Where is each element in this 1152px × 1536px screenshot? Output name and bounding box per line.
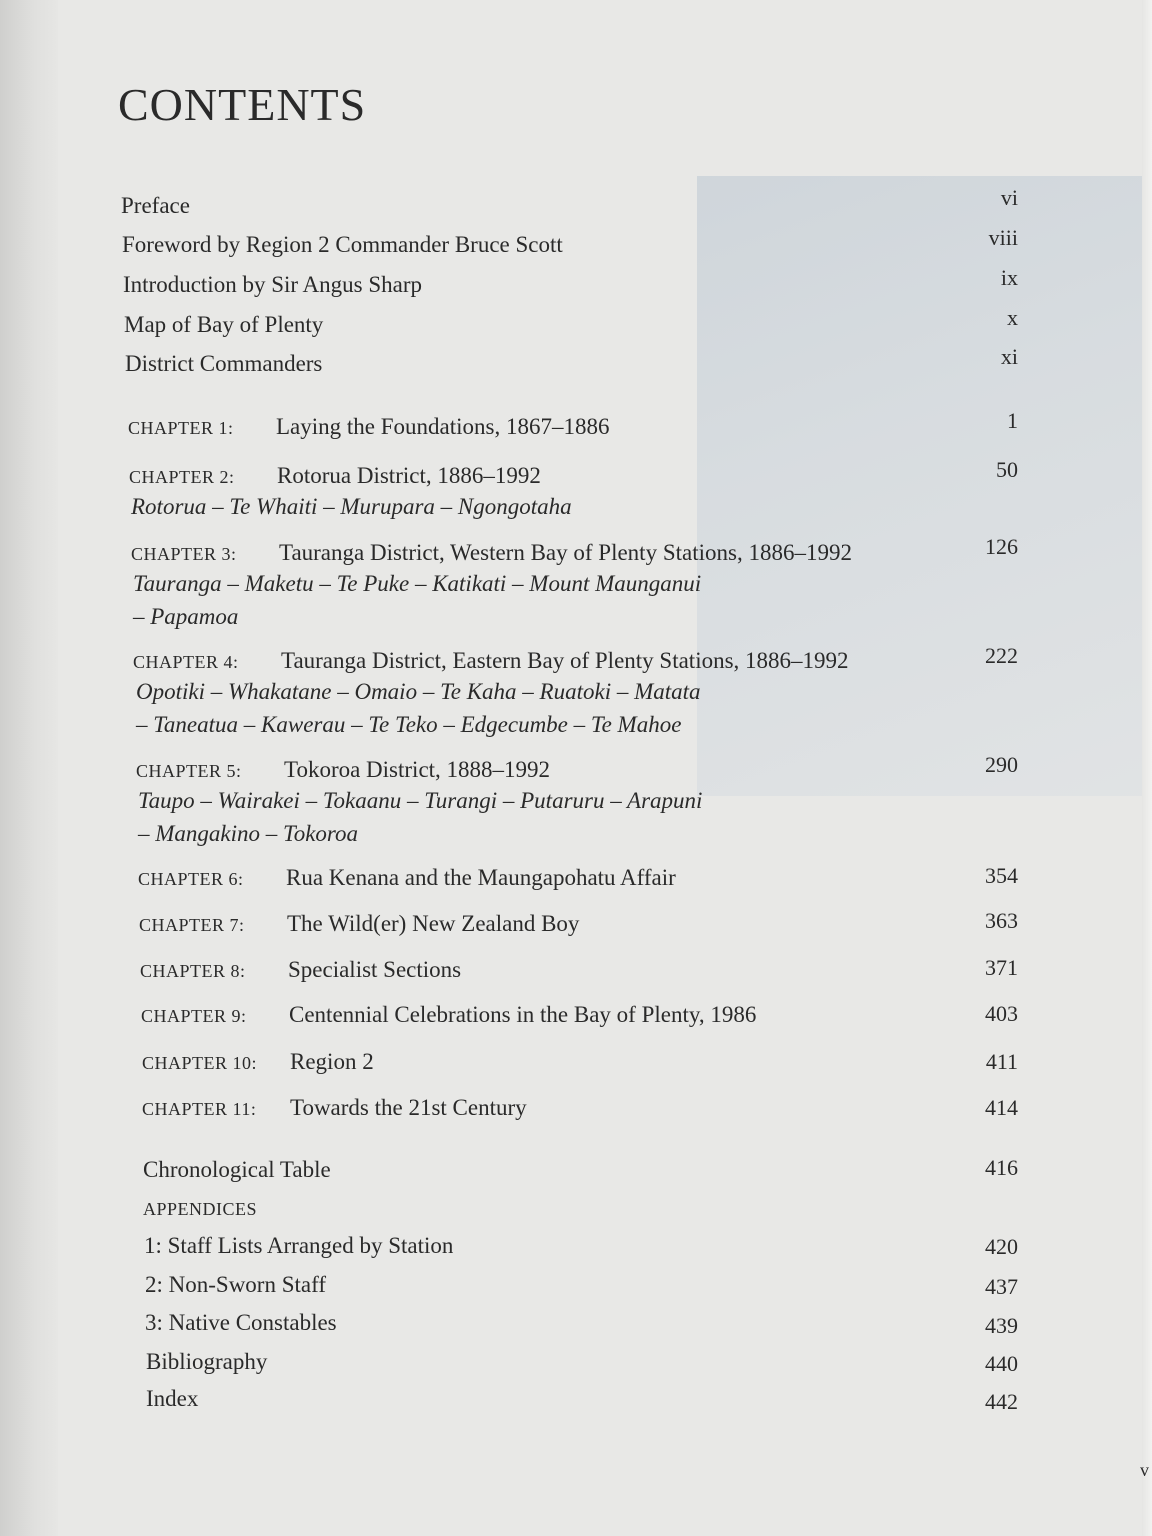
- chapter-3-stations-line-2: – Papamoa: [133, 604, 239, 629]
- toc-page-index: 442: [985, 1389, 1018, 1414]
- toc-page-foreword: viii: [988, 225, 1018, 250]
- toc-entry-map[interactable]: Map of Bay of Plenty: [124, 312, 324, 337]
- toc-chapter-7[interactable]: [139, 911, 579, 937]
- toc-page-appendix-2: 437: [985, 1274, 1018, 1299]
- toc-chapter-4[interactable]: [133, 648, 849, 674]
- toc-page-chapter-7: 363: [985, 908, 1018, 933]
- chapter-label: CHAPTER 5:: [136, 761, 242, 781]
- toc-page-chapter-6: 354: [985, 863, 1018, 888]
- chapter-title: Tauranga District, Eastern Bay of Plenty Stations, 1886–1992: [281, 648, 849, 673]
- chapter-title: The Wild(er) New Zealand Boy: [287, 911, 580, 936]
- toc-page-chapter-8: 371: [985, 955, 1018, 980]
- toc-entry-foreword[interactable]: Foreword by Region 2 Commander Bruce Scott: [122, 232, 563, 257]
- toc-page-preface: vi: [1000, 185, 1018, 210]
- toc-page-chapter-2: 50: [996, 457, 1018, 482]
- chapter-label: CHAPTER 4:: [133, 652, 239, 672]
- chapter-title: Towards the 21st Century: [290, 1095, 527, 1120]
- faded-photo-showthrough: [697, 176, 1152, 796]
- chapter-title: Rua Kenana and the Maungapohatu Affair: [286, 865, 676, 890]
- toc-page-district-commanders: xi: [1000, 344, 1018, 369]
- toc-entry-preface[interactable]: Preface: [121, 193, 190, 218]
- toc-page-bibliography: 440: [985, 1351, 1018, 1376]
- toc-chapter-1[interactable]: [128, 414, 609, 440]
- toc-chapter-9[interactable]: [141, 1002, 756, 1028]
- toc-page-chapter-5: 290: [985, 752, 1018, 777]
- toc-page-chapter-1: 1: [1007, 408, 1018, 433]
- toc-chapter-8[interactable]: [140, 957, 461, 983]
- toc-entry-bibliography[interactable]: Bibliography: [146, 1349, 268, 1374]
- page-gutter-shadow: [0, 0, 58, 1536]
- chapter-label: CHAPTER 7:: [139, 915, 245, 935]
- page-title: CONTENTS: [118, 79, 367, 130]
- toc-page-appendix-3: 439: [985, 1313, 1018, 1338]
- toc-entry-appendix-2[interactable]: 2: Non-Sworn Staff: [145, 1272, 327, 1297]
- chapter-label: CHAPTER 9:: [141, 1006, 247, 1026]
- toc-entry-district-commanders[interactable]: District Commanders: [125, 351, 323, 376]
- chapter-5-stations-line-2: – Mangakino – Tokoroa: [138, 821, 358, 846]
- toc-page-chapter-10: 411: [985, 1049, 1018, 1074]
- toc-entry-appendix-3[interactable]: 3: Native Constables: [145, 1310, 337, 1335]
- chapter-2-stations: Rotorua – Te Whaiti – Murupara – Ngongotaha: [131, 494, 572, 519]
- toc-page-chapter-4: 222: [985, 643, 1018, 668]
- chapter-label: CHAPTER 6:: [138, 869, 244, 889]
- toc-entry-index[interactable]: Index: [146, 1386, 199, 1411]
- chapter-3-stations-line-1: Tauranga – Maketu – Te Puke – Katikati – Mount Maunganui: [133, 571, 702, 596]
- appendices-heading: APPENDICES: [143, 1199, 258, 1219]
- toc-entry-chronological-table[interactable]: Chronological Table: [143, 1157, 331, 1182]
- chapter-title: Laying the Foundations, 1867–1886: [276, 414, 610, 439]
- toc-chapter-10[interactable]: [142, 1049, 374, 1075]
- chapter-title: Rotorua District, 1886–1992: [277, 463, 541, 488]
- chapter-title: Specialist Sections: [288, 957, 462, 982]
- chapter-label: CHAPTER 11:: [142, 1099, 257, 1119]
- toc-page-appendix-1: 420: [985, 1234, 1018, 1259]
- chapter-4-stations-line-2: – Taneatua – Kawerau – Te Teko – Edgecumbe – Te Mahoe: [136, 712, 682, 737]
- toc-page-chapter-3: 126: [985, 534, 1018, 559]
- chapter-label: CHAPTER 10:: [142, 1053, 258, 1073]
- toc-chapter-6[interactable]: [138, 865, 676, 891]
- chapter-title: Region 2: [290, 1049, 374, 1074]
- chapter-label: CHAPTER 2:: [129, 467, 235, 487]
- chapter-title: Centennial Celebrations in the Bay of Plenty, 1986: [289, 1002, 757, 1027]
- toc-page-chapter-11: 414: [985, 1095, 1018, 1120]
- toc-chapter-3[interactable]: [131, 540, 852, 566]
- toc-page-map: x: [1007, 305, 1018, 330]
- chapter-label: CHAPTER 8:: [140, 961, 246, 981]
- chapter-4-stations-line-1: Opotiki – Whakatane – Omaio – Te Kaha – Ruatoki – Matata: [136, 679, 701, 704]
- toc-page-introduction: ix: [1000, 265, 1018, 290]
- toc-chapter-11[interactable]: [142, 1095, 527, 1121]
- toc-page-chronological-table: 416: [985, 1155, 1018, 1180]
- toc-chapter-5[interactable]: [136, 757, 550, 783]
- chapter-5-stations-line-1: Taupo – Wairakei – Tokaanu – Turangi – Putaruru – Arapuni: [138, 788, 703, 813]
- toc-chapter-2[interactable]: [129, 463, 541, 489]
- chapter-label: CHAPTER 1:: [128, 418, 234, 438]
- page-edge: [1142, 0, 1152, 1536]
- toc-page-chapter-9: 403: [985, 1001, 1018, 1026]
- chapter-title: Tauranga District, Western Bay of Plenty Stations, 1886–1992: [279, 540, 852, 565]
- toc-entry-appendix-1[interactable]: 1: Staff Lists Arranged by Station: [144, 1233, 454, 1258]
- toc-entry-introduction[interactable]: Introduction by Sir Angus Sharp: [123, 272, 422, 297]
- page-folio: v: [1140, 1460, 1149, 1480]
- chapter-title: Tokoroa District, 1888–1992: [284, 757, 551, 782]
- chapter-label: CHAPTER 3:: [131, 544, 237, 564]
